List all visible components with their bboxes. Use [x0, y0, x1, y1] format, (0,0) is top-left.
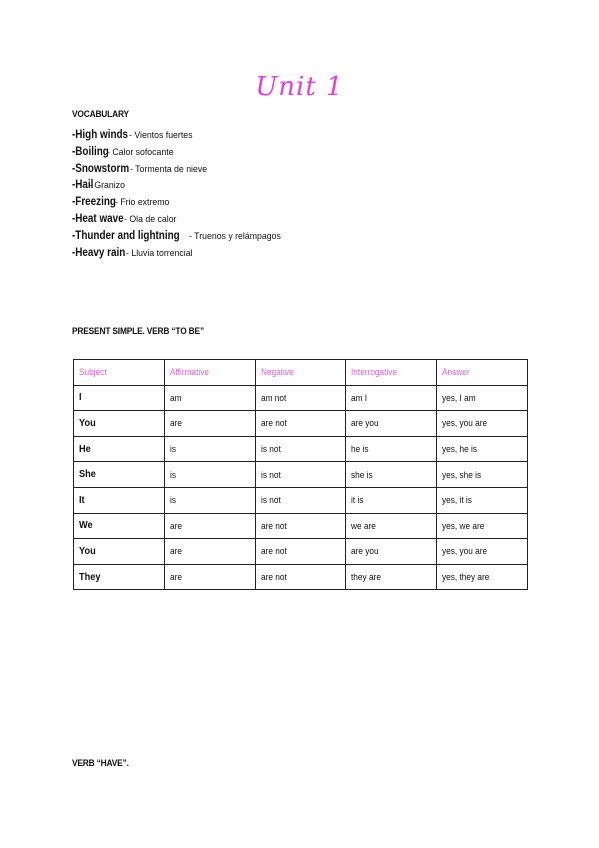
vocab-term: -Freezing: [72, 196, 116, 209]
table-cell: He: [74, 436, 165, 462]
list-item: [72, 176, 289, 193]
table-cell: am not: [255, 385, 346, 411]
table-cell: are not: [255, 564, 346, 590]
table-cell: She: [74, 462, 165, 488]
vocab-definition: - Ola de calor: [124, 213, 177, 225]
vocab-definition: - Lluvia torrencial: [126, 247, 193, 259]
table-cell: am: [164, 385, 255, 411]
page-title: Unit 1: [255, 72, 344, 102]
table-cell: You: [74, 411, 165, 437]
table-cell: yes, you are: [437, 539, 528, 565]
table-cell: they are: [346, 564, 437, 590]
table-row: [74, 539, 528, 565]
table-row: [74, 411, 528, 437]
present-simple-heading: PRESENT SIMPLE. VERB “TO BE”: [72, 326, 204, 337]
list-item: [72, 126, 289, 143]
table-row: [74, 436, 528, 462]
table-row: [74, 513, 528, 539]
table-row: [74, 462, 528, 488]
table-cell: she is: [346, 462, 437, 488]
table-cell: is not: [255, 462, 346, 488]
vocab-term: -Hail: [72, 179, 94, 192]
list-item: [72, 227, 289, 244]
table-cell: yes, I am: [437, 385, 528, 411]
table-cell: are not: [255, 411, 346, 437]
table-cell: is not: [255, 487, 346, 513]
table-cell: are: [164, 564, 255, 590]
table-cell: we are: [346, 513, 437, 539]
vocab-definition: - Truenos y relámpagos: [189, 230, 282, 242]
vocab-definition: - Granizo: [88, 180, 125, 192]
vocab-term: -Boiling: [72, 145, 109, 158]
table-cell: yes, they are: [437, 564, 528, 590]
table-row: [74, 385, 528, 411]
table-cell: We: [74, 513, 165, 539]
table-cell: is not: [255, 436, 346, 462]
table-row: [74, 487, 528, 513]
table-cell: yes, he is: [437, 436, 528, 462]
vocab-term: -Thunder and lightning: [72, 229, 180, 242]
table-cell: is: [164, 487, 255, 513]
table-cell: he is: [346, 436, 437, 462]
list-item: [72, 193, 289, 210]
table-cell: are you: [346, 539, 437, 565]
table-cell: yes, we are: [437, 513, 528, 539]
vocab-definition: - Calor sofocante: [106, 146, 174, 158]
vocabulary-heading: VOCABULARY: [72, 109, 129, 120]
list-item: [72, 210, 289, 227]
table-cell: is: [164, 436, 255, 462]
table-cell: are you: [346, 411, 437, 437]
vocab-definition: - Vientos fuertes: [129, 130, 193, 141]
column-header-interrogative: Interrogative: [346, 360, 437, 386]
vocab-term: -Heat wave: [72, 212, 124, 225]
column-header-subject: Subject: [74, 360, 165, 386]
table-cell: yes, you are: [437, 411, 528, 437]
list-item: [72, 160, 289, 177]
list-item: [72, 244, 289, 261]
table-cell: are: [164, 513, 255, 539]
vocab-definition: - Frio extremo: [115, 197, 170, 209]
vocab-definition: - Tormenta de nieve: [130, 163, 208, 175]
table-header-row: [74, 360, 528, 386]
list-item: [72, 143, 289, 160]
column-header-affirmative: Affirmative: [164, 360, 255, 386]
vocab-term: -Heavy rain: [72, 246, 126, 259]
table-cell: am I: [346, 385, 437, 411]
vocab-term: -Snowstorm: [72, 162, 130, 175]
vocab-term: -High winds: [72, 129, 129, 141]
table-cell: It: [74, 487, 165, 513]
table-cell: yes, it is: [437, 487, 528, 513]
table-cell: are: [164, 539, 255, 565]
table-cell: is: [164, 462, 255, 488]
vocabulary-list: [72, 126, 289, 260]
verb-have-heading: VERB “HAVE”.: [72, 758, 129, 769]
verb-to-be-table: [73, 359, 528, 590]
table-cell: are not: [255, 513, 346, 539]
table-cell: it is: [346, 487, 437, 513]
table-cell: You: [74, 539, 165, 565]
table-cell: They: [74, 564, 165, 590]
column-header-answer: Answer: [437, 360, 528, 386]
table-cell: are not: [255, 539, 346, 565]
table-row: [74, 564, 528, 590]
table-cell: are: [164, 411, 255, 437]
column-header-negative: Negative: [255, 360, 346, 386]
table-cell: I: [74, 385, 165, 411]
table-cell: yes, she is: [437, 462, 528, 488]
